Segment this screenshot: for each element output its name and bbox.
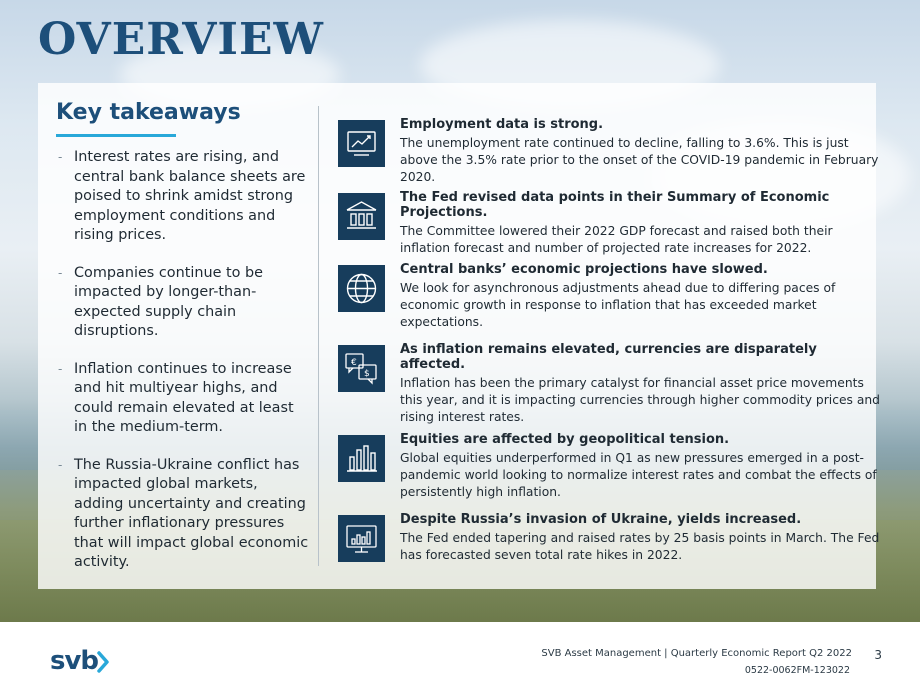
- list-item: - Interest rates are rising, and central bank balance sheets are poised to shrink amidst strong employment conditions and rising prices.: [58, 149, 306, 243]
- item-heading: Equities are affected by geopolitical tension.: [400, 432, 730, 447]
- bullet-text: The Russia-Ukraine conflict has impacted global markets, adding uncertainty and creating further inflationary pressures that will impact global economic activity.: [74, 456, 309, 570]
- item-body: Inflation has been the primary catalyst for financial asset price movements this year, and it is impacting currencies through higher commodity prices and rising interest rates.: [400, 376, 880, 424]
- document-code: 0522-0062FM-123022: [744, 665, 850, 676]
- item-body: The unemployment rate continued to decline, falling to 3.6%. This is just above the 3.5% rate prior to the onset of the COVID-19 pandemic in February 2020.: [400, 136, 879, 184]
- bar-chart-icon: [338, 435, 385, 482]
- chevron-right-icon: [96, 651, 110, 673]
- trend-chart-icon: [338, 120, 385, 167]
- svg-text:€: €: [351, 358, 357, 368]
- list-item: - Inflation continues to increase and hit multiyear highs, and could remain elevated at least in the medium-term.: [58, 360, 294, 435]
- globe-icon: [338, 265, 385, 312]
- svg-text:$: $: [364, 369, 370, 379]
- item-heading: The Fed revised data points in their Summary of Economic Projections.: [400, 190, 830, 220]
- svb-logo: svb: [50, 646, 99, 676]
- item-body: The Committee lowered their 2022 GDP forecast and raised both their inflation forecast and number of projected rate increases for 2022.: [400, 224, 833, 255]
- bullet-text: Companies continue to be impacted by longer-than-expected supply chain disruptions.: [74, 264, 264, 339]
- list-item: - Companies continue to be impacted by longer-than-expected supply chain disruptions.: [58, 264, 264, 339]
- item-heading: Central banks’ economic projections have slowed.: [400, 262, 768, 277]
- bullet-text: Interest rates are rising, and central bank balance sheets are poised to shrink amidst strong employment conditions and rising prices.: [74, 149, 306, 243]
- item-heading: Employment data is strong.: [400, 117, 604, 132]
- item-heading: As inflation remains elevated, currencies are disparately affected.: [400, 342, 817, 372]
- bullet-text: Inflation continues to increase and hit multiyear highs, and could remain elevated at least in the medium-term.: [74, 360, 294, 435]
- bank-building-icon: [338, 193, 385, 240]
- page-number: 3: [874, 648, 882, 662]
- item-body: The Fed ended tapering and raised rates by 25 basis points in March. The Fed has forecasted seven total rate hikes in 2022.: [400, 531, 880, 562]
- key-takeaways-heading: Key takeaways: [56, 100, 241, 125]
- page-title: OVERVIEW: [38, 14, 324, 65]
- column-divider: [318, 106, 319, 566]
- report-title: SVB Asset Management | Quarterly Economic Report Q2 2022: [541, 648, 852, 659]
- list-item: - The Russia-Ukraine conflict has impacted global markets, adding uncertainty and creating further inflationary pressures that will impact global economic activity.: [58, 456, 309, 570]
- presentation-chart-icon: [338, 515, 385, 562]
- currency-exchange-icon: [338, 345, 385, 392]
- key-takeaways-list: [58, 148, 310, 591]
- item-body: We look for asynchronous adjustments ahead due to differing paces of economic growth in response to inflation that has exceeded market expectations.: [400, 281, 836, 329]
- item-body: Global equities underperformed in Q1 as new pressures emerged in a post-pandemic world looking to normalize interest rates and combat the effects of persistently high inflation.: [400, 451, 877, 499]
- heading-underline: [56, 134, 176, 137]
- item-heading: Despite Russia’s invasion of Ukraine, yields increased.: [400, 512, 802, 527]
